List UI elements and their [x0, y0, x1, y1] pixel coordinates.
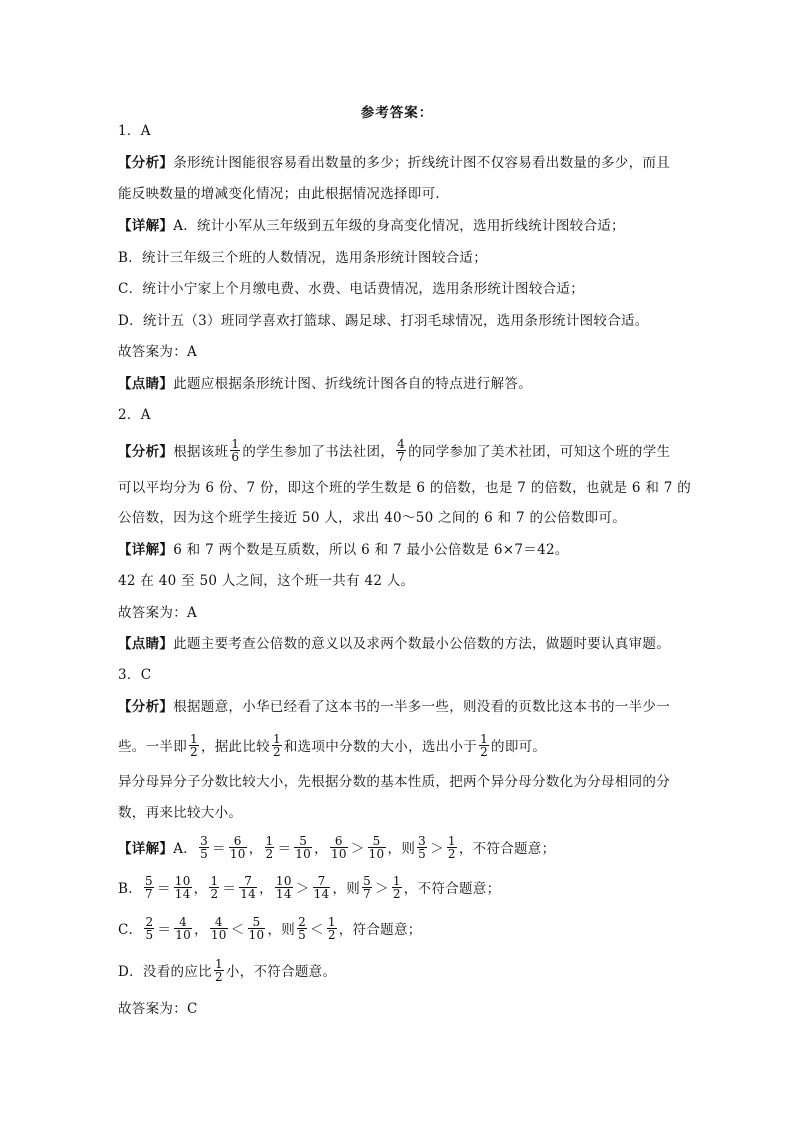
equals-sign: ＝ [277, 841, 292, 857]
q3-answer: 故答案为：C [118, 1001, 198, 1017]
analysis-tag: 【分析】 [118, 699, 174, 715]
denominator: 2 [272, 745, 281, 759]
numerator: 10 [275, 874, 292, 888]
detail-tag: 【详解】 [118, 542, 174, 558]
verdict: ，不符合题意； [403, 881, 501, 897]
denominator: 2 [214, 970, 223, 984]
greater-sign: ＞ [350, 841, 365, 857]
text: 小，不符合题意。 [225, 964, 337, 980]
verdict: ，不符合题意； [458, 841, 556, 857]
numerator: 2 [298, 915, 306, 929]
denominator: 10 [210, 928, 227, 942]
page-title: 参考答案： [360, 105, 434, 121]
q3-analysis-line4: 数，再来比较大小。 [118, 805, 243, 821]
q1-analysis-line1 [118, 153, 670, 173]
denominator: 5 [200, 847, 208, 861]
equals-sign: ＝ [156, 881, 171, 897]
analysis-tag: 【分析】 [118, 155, 174, 171]
greater-sign: ＞ [430, 841, 444, 857]
text: D．没看的应比 [118, 964, 212, 980]
text: 些。一半即 [118, 739, 187, 755]
comma: ， [194, 922, 208, 938]
fraction [313, 875, 331, 900]
q3-detail-b [118, 874, 501, 902]
q1-analysis-line2: 能反映数量的增减变化情况；由此根据情况选择即可． [118, 186, 450, 202]
denominator: 7 [363, 887, 372, 901]
fraction [362, 875, 372, 900]
detail-tag: 【详解】 [118, 841, 174, 857]
q3-analysis-line2 [118, 732, 547, 760]
text: 的同学参加了美术社团，可知这个班的学生 [408, 444, 671, 460]
numerator: 2 [145, 915, 154, 929]
denominator: 5 [145, 928, 154, 942]
denominator: 2 [265, 847, 274, 861]
denominator: 2 [480, 745, 489, 759]
numerator: 4 [210, 916, 228, 929]
analysis-tag: 【分析】 [118, 444, 174, 460]
text: 的即可。 [491, 739, 547, 755]
fraction [327, 916, 337, 941]
numerator: 1 [392, 874, 401, 888]
q1-detail-b: B．统计三年级三个班的人数情况，选用条形统计图较合适； [118, 250, 488, 266]
denominator: 10 [248, 928, 265, 942]
denominator: 10 [368, 847, 385, 861]
q1-number: 1．A [118, 123, 151, 139]
numerator: 5 [363, 874, 372, 888]
q1-comment-text: 此题应根据条形统计图、折线统计图各自的特点进行解答。 [173, 376, 533, 392]
fraction [447, 835, 457, 860]
denominator: 2 [447, 847, 456, 861]
q2-comment-text: 此题主要考查公倍数的意义以及求两个数最小公倍数的方法，做题时要认真审题。 [173, 636, 671, 652]
denominator: 6 [231, 450, 240, 464]
q3-detail-d [118, 957, 337, 985]
q1-detail-d: D．统计五（3）班同学喜欢打篮球、踢足球、打羽毛球情况，选用条形统计图较合适。 [118, 313, 649, 329]
denominator: 7 [397, 450, 406, 464]
denominator: 14 [240, 887, 257, 901]
fraction [209, 875, 219, 900]
fraction [297, 916, 307, 941]
q2-detail-line2: 42 在 40 至 50 人之间，这个班一共有 42 人。 [118, 573, 415, 589]
q3-analysis-text: 根据题意，小华已经看了这本书的一半多一些，则没看的页数比这本书的一半少一 [173, 699, 671, 715]
numerator: 5 [248, 916, 266, 929]
fraction [265, 835, 275, 860]
numerator: 7 [239, 875, 257, 888]
numerator: 1 [327, 915, 336, 929]
fraction [392, 875, 402, 900]
comma: ， [332, 881, 347, 897]
denominator: 2 [190, 745, 198, 759]
denominator: 10 [175, 928, 192, 942]
then-word: 则 [281, 922, 296, 938]
q2-answer: 故答案为：A [118, 605, 198, 621]
numerator: 7 [313, 875, 331, 888]
q3-analysis-line3: 异分母异分子分数比较大小，先根据分数的基本性质，把两个异分母分数化为分母相同的分 [118, 774, 670, 790]
numerator: 1 [231, 437, 240, 451]
comment-tag: 【点睛】 [118, 376, 174, 392]
denominator: 14 [275, 887, 292, 901]
fraction [230, 438, 240, 463]
comma: ， [248, 841, 263, 857]
numerator: 5 [368, 835, 386, 848]
equals-sign: ＝ [222, 881, 237, 897]
denominator: 10 [229, 847, 246, 861]
comma: ， [387, 841, 402, 857]
fraction [248, 916, 266, 941]
fraction [417, 835, 427, 860]
fraction [174, 875, 192, 900]
numerator: 1 [265, 834, 274, 848]
q1-detail-c: C．统计小宁家上个月缴电费、水费、电话费情况，选用条形统计图较合适； [118, 281, 585, 297]
fraction [199, 835, 209, 860]
q1-detail-a-text: A．统计小军从三年级到五年级的身高变化情况，选用折线统计图较合适； [173, 218, 625, 234]
fraction [229, 835, 247, 860]
denominator: 14 [313, 887, 330, 901]
text: 的学生参加了书法社团， [242, 444, 395, 460]
comma: ， [259, 881, 273, 897]
q2-analysis-line1 [118, 437, 671, 465]
denominator: 2 [210, 887, 219, 901]
numerator: 1 [210, 874, 219, 888]
numerator: 6 [229, 835, 247, 848]
greater-sign: ＞ [375, 881, 389, 897]
fraction [144, 875, 154, 900]
denominator: 10 [330, 847, 347, 861]
equals-sign: ＝ [157, 922, 172, 938]
detail-tag: 【详解】 [118, 218, 174, 234]
q2-detail-line1 [118, 540, 569, 560]
numerator: 1 [480, 732, 489, 746]
numerator: 1 [214, 957, 223, 971]
numerator: 3 [418, 834, 427, 848]
denominator: 14 [174, 887, 191, 901]
numerator: 1 [190, 732, 198, 746]
less-sign: ＜ [230, 922, 245, 938]
q1-analysis-text: 条形统计图能很容易看出数量的多少；折线统计图不仅容易看出数量的多少，而且 [173, 155, 671, 171]
denominator: 10 [295, 847, 312, 861]
denominator: 5 [418, 847, 427, 861]
comma: ， [193, 881, 208, 897]
greater-sign: ＞ [295, 881, 310, 897]
fraction [275, 875, 293, 900]
q1-answer: 故答案为：A [118, 344, 198, 360]
fraction [144, 916, 154, 941]
numerator: 6 [330, 835, 348, 848]
fraction [396, 438, 406, 463]
fraction [174, 916, 192, 941]
q2-analysis-line3: 公倍数，因为这个班学生接近 50 人，求出 40～50 之间的 6 和 7 的公倍数即可。 [118, 510, 627, 526]
numerator: 10 [174, 874, 191, 888]
comment-tag: 【点睛】 [118, 636, 174, 652]
q3-analysis-line1 [118, 697, 670, 717]
q3-detail-c [118, 915, 422, 943]
then-word: 则 [346, 881, 361, 897]
numerator: 5 [294, 835, 312, 848]
then-word: 则 [401, 841, 416, 857]
fraction [479, 733, 489, 758]
option-label: A． [173, 841, 198, 857]
q1-comment [118, 374, 532, 394]
numerator: 5 [145, 874, 153, 888]
numerator: 3 [200, 834, 208, 848]
q3-number: 3．C [118, 667, 152, 683]
fraction [214, 958, 224, 983]
text: 根据该班 [173, 444, 229, 460]
fraction [189, 733, 199, 758]
denominator: 2 [392, 887, 401, 901]
fraction [210, 916, 228, 941]
less-sign: ＜ [310, 922, 324, 938]
numerator: 4 [397, 437, 406, 451]
denominator: 7 [145, 887, 153, 901]
comma: ， [267, 922, 282, 938]
q3-detail-a [118, 834, 556, 862]
q2-number: 2．A [118, 407, 151, 423]
numerator: 1 [272, 732, 281, 746]
denominator: 2 [327, 928, 336, 942]
option-label: C． [118, 922, 143, 938]
q2-detail-text: 6 和 7 两个数是互质数，所以 6 和 7 最小公倍数是 6×7＝42。 [173, 542, 569, 558]
verdict: ，符合题意； [338, 922, 422, 938]
equals-sign: ＝ [212, 841, 226, 857]
numerator: 4 [174, 916, 192, 929]
fraction [330, 835, 348, 860]
text: ，据此比较 [200, 739, 270, 755]
numerator: 1 [447, 834, 456, 848]
text: 和选项中分数的大小，选出小于 [283, 739, 478, 755]
comma: ， [314, 841, 328, 857]
fraction [239, 875, 257, 900]
fraction [272, 733, 282, 758]
fraction [294, 835, 312, 860]
denominator: 5 [298, 928, 306, 942]
q2-comment [118, 634, 670, 654]
q1-detail-a [118, 216, 625, 236]
fraction [368, 835, 386, 860]
q2-analysis-line2: 可以平均分为 6 份、7 份，即这个班的学生数是 6 的倍数，也是 7 的倍数，也就是 6 和 7 的 [118, 480, 692, 496]
option-label: B． [118, 881, 143, 897]
